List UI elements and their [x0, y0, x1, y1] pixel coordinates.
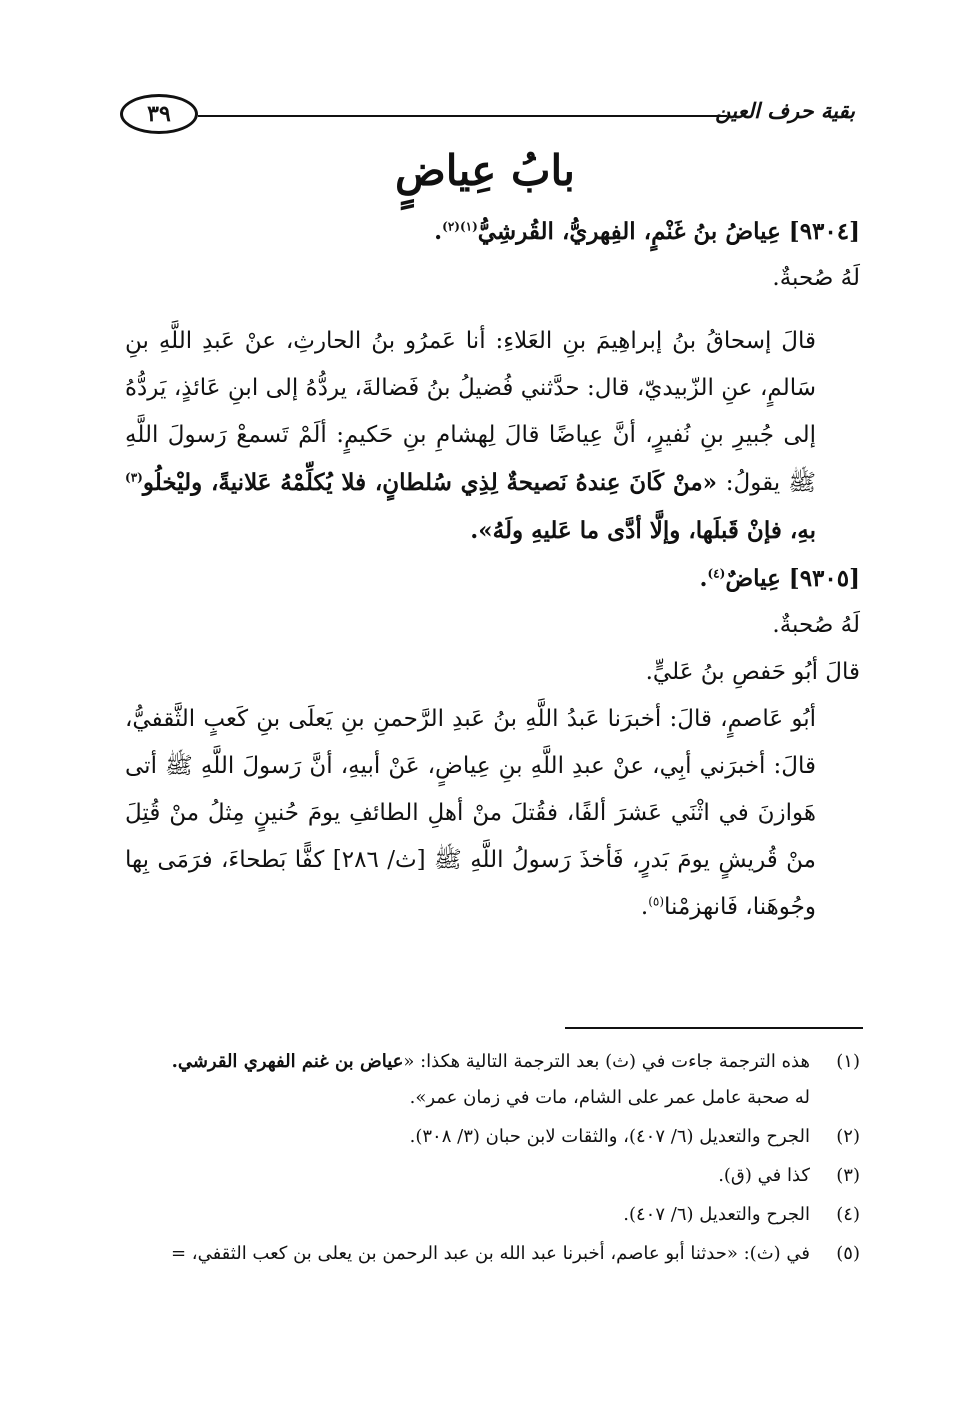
companion-note: لَهُ صُحبةٌ. — [772, 612, 860, 638]
footnote-text: كذا في (ق). — [718, 1165, 810, 1186]
hadith-paragraph: قالَ إسحاقُ بنُ إبراهِيمَ بنِ العَلاءِ: أنا عَمرُو بنُ الحارثِ، عنْ عَبدِ اللَّهِ بنِ سَالمٍ، عنِ الزّبيديّ، قال: حدَّثني فُضيلُ بنُ فَضالةَ، يردُّهُ إلى ابنِ عَائذٍ، يَردُّهُ إلى جُبيرِ بنِ نُفيرٍ، أنَّ عِياضًا قالَ لِهشامِ بنِ حَكيمٍ: ألَمْ تَسمعْ رَسولَ اللَّهِ ﷺ يقولُ: «منْ كَانَ عِندهُ نَصيحةٌ لِذِي سُلطانٍ، فلا يُكلِّمْهُ عَلانيةً، وليْخلُو$^{(٣)}$ بهِ، فإنْ قَبلَها، وإلَّا أدَّى ما عَليهِ ولَهُ». — [125, 328, 816, 544]
entry-heading: [٩٣٠٥] عِياضٌ$^{(٤)}$. — [699, 565, 860, 592]
main-text — [125, 208, 860, 931]
entry-heading: [٩٣٠٤] عِياضُ بنُ غَنْمٍ، الفِهريُّ، القُرشِيُّ$^{(١)(٢)}$. — [434, 218, 860, 245]
footnotes — [125, 1050, 860, 1281]
footnote-separator — [565, 1027, 863, 1029]
header-rule — [198, 115, 727, 117]
footnote-number: (٥) — [836, 1243, 860, 1264]
footnote-number: (٣) — [836, 1165, 860, 1186]
footnote — [125, 1242, 860, 1266]
footnote-text: الجرح والتعديل (٦/ ٤٠٧). — [623, 1204, 810, 1225]
hadith-text: «منْ كَانَ عِندهُ نَصيحةٌ لِذِي سُلطانٍ، فلا يُكلِّمْهُ عَلانيةً، وليْخلُو$^{(٣)}$ بهِ، فإنْ قَبلَها، وإلَّا أدَّى ما عَليهِ ولَهُ». — [125, 469, 816, 544]
footnote-text: هذه الترجمة جاءت في (ث) بعد الترجمة التالية هكذا: «عياض بن غنم الفهري القرشي. له صحبة عامل عمر على الشام، مات في زمان عمر». — [171, 1051, 810, 1108]
footnote-ref: (٣) — [125, 470, 143, 485]
narrator-line: قالَ أبُو حَفصِ بنُ عَليٍّ. — [645, 659, 860, 685]
footnote-number: (١) — [836, 1051, 860, 1072]
footnote-text: في (ث): «حدثنا أبو عاصم، أخبرنا عبد الله بن عبد الرحمن بن يعلى بن كعب الثقفي، = — [170, 1243, 810, 1264]
footnote-ref: (٥) — [648, 894, 665, 909]
footnote-number: (٤) — [836, 1204, 860, 1225]
footnote-text: الجرح والتعديل (٦/ ٤٠٧)، والثقات لابن حبان (٣/ ٣٠٨). — [409, 1126, 810, 1147]
chapter-title: بابُ عِياضٍ — [395, 146, 575, 195]
companion-note: لَهُ صُحبةٌ. — [772, 265, 860, 291]
footnote — [125, 1164, 860, 1188]
footnote — [125, 1050, 860, 1110]
footnote — [125, 1203, 860, 1227]
footnote-ref: (٤) — [707, 566, 726, 581]
running-title: بقية حرف العين — [715, 98, 855, 123]
footnote — [125, 1125, 860, 1149]
footnote-ref: (١)(٢) — [442, 219, 478, 234]
running-header — [120, 92, 855, 140]
footnote-number: (٢) — [836, 1126, 860, 1147]
page-number: ٣٩ — [120, 94, 198, 134]
narration-paragraph: أبُو عَاصمٍ، قالَ: أخبرَنا عَبدُ اللَّهِ بنُ عَبدِ الرَّحمنِ بنِ يَعلَى بنِ كَعبٍ الثَّقفيُّ، قالَ: أخبرَني أبِي، عنْ عبدِ اللَّهِ بنِ عِياضٍ، عَنْ أبيهِ، أنَّ رَسولَ اللَّهِ ﷺ أتى هَوازنَ في اثْنَي عَشرَ ألفًا، فقُتلَ منْ أهلِ الطائفِ يومَ حُنينٍ مِثلُ منْ قُتِلَ منْ قُريشٍ يومَ بَدرٍ، فَأخذَ رَسولُ اللَّهِ ﷺ [ث/ ٢٨٦] كفًّا بَطحاءَ، فرَمَى بِها وجُوهَنا، فَانهزمْنا$^{(٥)}$. — [125, 706, 816, 920]
